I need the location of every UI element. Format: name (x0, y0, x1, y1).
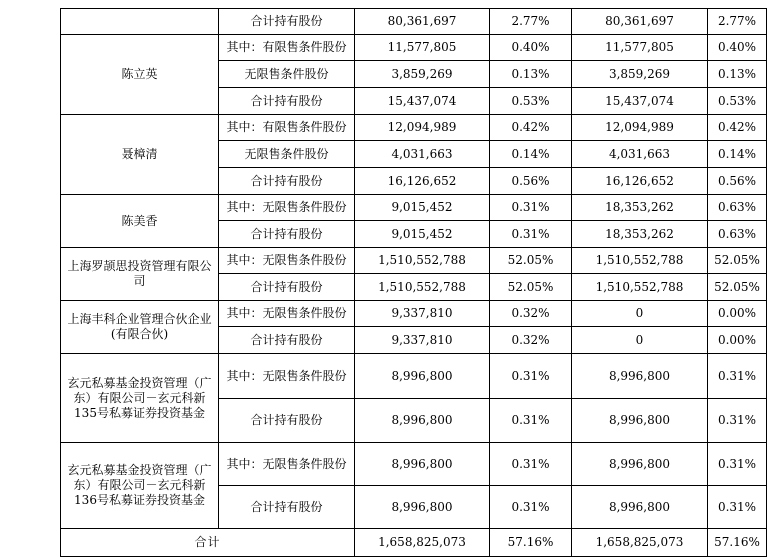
shares-before-cell: 11,577,805 (355, 35, 490, 61)
shares-after-cell: 15,437,074 (572, 88, 708, 115)
share-type-cell: 其中：无限售条件股份 (219, 301, 355, 327)
shares-before-cell: 8,996,800 (355, 443, 490, 486)
holder-name-cell: 上海丰科企业管理合伙企业(有限合伙) (61, 301, 219, 354)
share-type-cell: 其中：有限售条件股份 (219, 115, 355, 141)
shares-before-cell: 80,361,697 (355, 9, 490, 35)
total-row (61, 529, 767, 557)
pct-after-cell: 0.40% (708, 35, 767, 61)
shares-before-cell: 8,996,800 (355, 486, 490, 529)
shares-after-cell: 11,577,805 (572, 35, 708, 61)
pct-before-cell: 0.53% (490, 88, 572, 115)
shareholding-table (60, 8, 767, 557)
total-shares-before: 1,658,825,073 (355, 529, 490, 557)
share-type-cell: 合计持有股份 (219, 88, 355, 115)
total-shares-after: 1,658,825,073 (572, 529, 708, 557)
shares-after-cell: 8,996,800 (572, 486, 708, 529)
pct-after-cell: 0.00% (708, 327, 767, 354)
shares-after-cell: 4,031,663 (572, 141, 708, 168)
table-row (61, 354, 767, 399)
pct-before-cell: 0.32% (490, 327, 572, 354)
pct-after-cell: 0.00% (708, 301, 767, 327)
pct-after-cell: 0.63% (708, 221, 767, 248)
share-type-cell: 合计持有股份 (219, 274, 355, 301)
share-type-cell: 合计持有股份 (219, 327, 355, 354)
share-type-cell: 无限售条件股份 (219, 141, 355, 168)
shares-after-cell: 12,094,989 (572, 115, 708, 141)
shares-before-cell: 1,510,552,788 (355, 248, 490, 274)
pct-after-cell: 0.31% (708, 443, 767, 486)
table-row (61, 35, 767, 61)
shares-before-cell: 8,996,800 (355, 354, 490, 399)
pct-after-cell: 0.56% (708, 168, 767, 195)
holder-name-cell: 陈立英 (61, 35, 219, 115)
shares-before-cell: 8,996,800 (355, 399, 490, 443)
pct-before-cell: 0.32% (490, 301, 572, 327)
shares-after-cell: 8,996,800 (572, 399, 708, 443)
pct-before-cell: 2.77% (490, 9, 572, 35)
table-row (61, 195, 767, 221)
pct-after-cell: 0.13% (708, 61, 767, 88)
pct-before-cell: 52.05% (490, 248, 572, 274)
shares-after-cell: 8,996,800 (572, 354, 708, 399)
shares-after-cell: 8,996,800 (572, 443, 708, 486)
shares-after-cell: 1,510,552,788 (572, 248, 708, 274)
pct-before-cell: 0.40% (490, 35, 572, 61)
shares-after-cell: 0 (572, 327, 708, 354)
pct-before-cell: 0.31% (490, 195, 572, 221)
shares-after-cell: 18,353,262 (572, 195, 708, 221)
pct-after-cell: 2.77% (708, 9, 767, 35)
pct-after-cell: 0.53% (708, 88, 767, 115)
table-row (61, 9, 767, 35)
shares-before-cell: 15,437,074 (355, 88, 490, 115)
holder-name-cell: 聂樟清 (61, 115, 219, 195)
table-row (61, 115, 767, 141)
shares-before-cell: 9,015,452 (355, 221, 490, 248)
total-label: 合计 (61, 529, 355, 557)
table-row (61, 443, 767, 486)
pct-before-cell: 0.42% (490, 115, 572, 141)
pct-before-cell: 0.13% (490, 61, 572, 88)
shares-before-cell: 1,510,552,788 (355, 274, 490, 301)
pct-after-cell: 52.05% (708, 274, 767, 301)
pct-before-cell: 0.31% (490, 399, 572, 443)
shares-after-cell: 18,353,262 (572, 221, 708, 248)
pct-before-cell: 52.05% (490, 274, 572, 301)
share-type-cell: 其中：无限售条件股份 (219, 195, 355, 221)
pct-after-cell: 0.42% (708, 115, 767, 141)
shares-before-cell: 16,126,652 (355, 168, 490, 195)
share-type-cell: 无限售条件股份 (219, 61, 355, 88)
holder-name-cell: 陈美香 (61, 195, 219, 248)
share-type-cell: 合计持有股份 (219, 486, 355, 529)
total-pct-before: 57.16% (490, 529, 572, 557)
table-row (61, 301, 767, 327)
pct-after-cell: 0.31% (708, 486, 767, 529)
shares-after-cell: 16,126,652 (572, 168, 708, 195)
shares-before-cell: 3,859,269 (355, 61, 490, 88)
holder-name-cell: 上海罗颉思投资管理有限公司 (61, 248, 219, 301)
share-type-cell: 合计持有股份 (219, 221, 355, 248)
share-type-cell: 其中：无限售条件股份 (219, 443, 355, 486)
shares-after-cell: 3,859,269 (572, 61, 708, 88)
pct-before-cell: 0.56% (490, 168, 572, 195)
pct-before-cell: 0.31% (490, 354, 572, 399)
pct-before-cell: 0.31% (490, 221, 572, 248)
shares-before-cell: 12,094,989 (355, 115, 490, 141)
share-type-cell: 其中：无限售条件股份 (219, 248, 355, 274)
share-type-cell: 合计持有股份 (219, 168, 355, 195)
pct-after-cell: 0.31% (708, 354, 767, 399)
pct-after-cell: 0.63% (708, 195, 767, 221)
shares-after-cell: 80,361,697 (572, 9, 708, 35)
shares-before-cell: 9,337,810 (355, 301, 490, 327)
shares-after-cell: 0 (572, 301, 708, 327)
shares-before-cell: 9,015,452 (355, 195, 490, 221)
pct-before-cell: 0.31% (490, 443, 572, 486)
holder-name-cell: 玄元私募基金投资管理（广东）有限公司－玄元科新136号私募证券投资基金 (61, 443, 219, 529)
holder-name-cell: 玄元私募基金投资管理（广东）有限公司－玄元科新135号私募证券投资基金 (61, 354, 219, 443)
share-type-cell: 其中：无限售条件股份 (219, 354, 355, 399)
pct-after-cell: 0.14% (708, 141, 767, 168)
shares-before-cell: 4,031,663 (355, 141, 490, 168)
shares-after-cell: 1,510,552,788 (572, 274, 708, 301)
share-type-cell: 其中：有限售条件股份 (219, 35, 355, 61)
pct-after-cell: 52.05% (708, 248, 767, 274)
share-type-cell: 合计持有股份 (219, 9, 355, 35)
pct-before-cell: 0.14% (490, 141, 572, 168)
share-type-cell: 合计持有股份 (219, 399, 355, 443)
table-row (61, 248, 767, 274)
total-pct-after: 57.16% (708, 529, 767, 557)
pct-before-cell: 0.31% (490, 486, 572, 529)
pct-after-cell: 0.31% (708, 399, 767, 443)
holder-cell-empty (61, 9, 219, 35)
shares-before-cell: 9,337,810 (355, 327, 490, 354)
